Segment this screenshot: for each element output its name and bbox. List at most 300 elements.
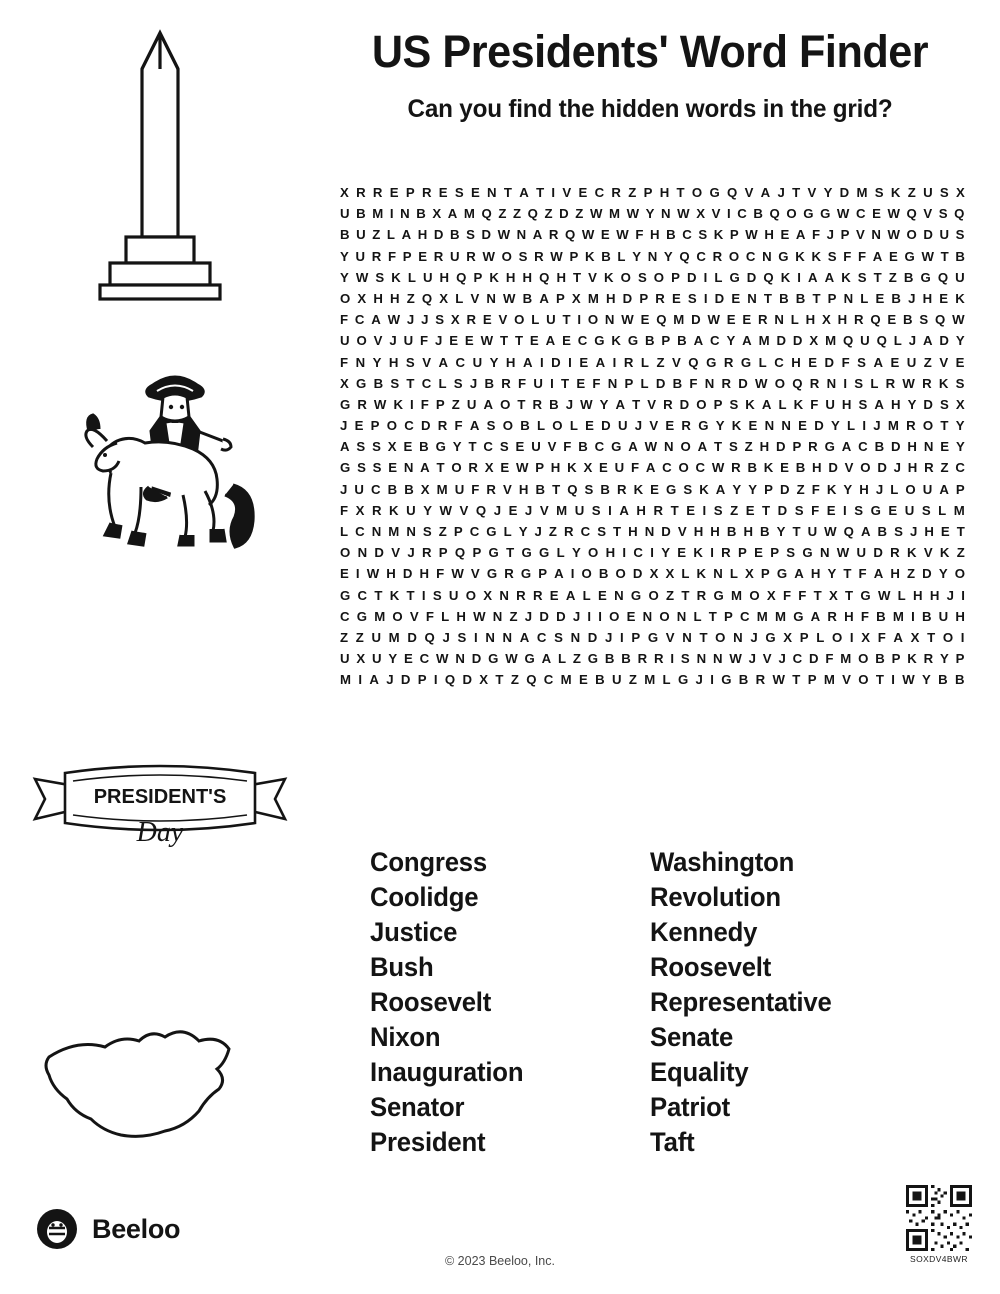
- grid-letter: C: [594, 185, 605, 200]
- grid-letter: G: [647, 629, 659, 645]
- grid-letter: C: [354, 312, 365, 328]
- grid-letter: O: [786, 206, 797, 222]
- grid-letter: G: [706, 354, 717, 370]
- copyright-text: © 2023 Beeloo, Inc.: [445, 1254, 555, 1268]
- grid-row: [340, 521, 965, 542]
- grid-letter: Q: [792, 375, 803, 391]
- grid-letter: J: [748, 651, 756, 667]
- grid-letter: V: [939, 354, 949, 370]
- word-list-item: Kennedy: [650, 917, 758, 947]
- grid-letter: M: [463, 206, 475, 222]
- grid-letter: Y: [372, 354, 382, 370]
- grid-letter: W: [505, 651, 518, 667]
- grid-letter: S: [372, 460, 382, 476]
- grid-letter: J: [826, 227, 834, 243]
- grid-letter: X: [821, 312, 831, 328]
- grid-letter: U: [856, 545, 867, 561]
- grid-letter: A: [369, 672, 379, 688]
- grid-letter: F: [635, 227, 644, 243]
- grid-letter: X: [387, 439, 397, 455]
- grid-letter: N: [487, 185, 497, 200]
- grid-letter: U: [574, 502, 585, 518]
- grid-letter: Z: [744, 439, 753, 455]
- grid-letter: B: [598, 566, 609, 582]
- grid-letter: W: [473, 608, 486, 624]
- grid-letter: H: [373, 290, 383, 306]
- grid-letter: Z: [575, 206, 584, 222]
- grid-letter: K: [584, 248, 595, 264]
- grid-letter: R: [532, 587, 543, 603]
- grid-letter: X: [956, 185, 965, 200]
- grid-letter: L: [556, 545, 565, 561]
- grid-letter: S: [597, 524, 606, 539]
- grid-letter: U: [354, 481, 364, 497]
- grid-letter: R: [421, 185, 432, 200]
- grid-letter: N: [485, 629, 495, 645]
- grid-letter: H: [812, 460, 822, 476]
- grid-row: [340, 352, 965, 373]
- grid-letter: I: [960, 629, 965, 645]
- grid-letter: B: [726, 524, 737, 539]
- banner-text-presidents: PRESIDENT'S: [93, 786, 227, 808]
- word-list-item: Roosevelt: [370, 987, 492, 1017]
- grid-letter: W: [581, 227, 595, 243]
- grid-letter: L: [790, 312, 799, 328]
- grid-letter: R: [923, 651, 934, 667]
- grid-letter: L: [503, 524, 512, 539]
- grid-letter: H: [791, 354, 801, 370]
- grid-letter: M: [758, 333, 770, 349]
- grid-letter: R: [372, 185, 383, 200]
- grid-letter: R: [654, 651, 664, 667]
- grid-letter: P: [370, 418, 380, 434]
- grid-letter: O: [514, 312, 525, 328]
- grid-letter: I: [703, 290, 708, 306]
- grid-letter: Q: [656, 312, 667, 328]
- grid-letter: G: [611, 439, 622, 455]
- grid-letter: U: [449, 248, 460, 264]
- grid-letter: H: [913, 587, 923, 603]
- grid-letter: K: [826, 481, 837, 497]
- grid-letter: R: [721, 375, 732, 391]
- grid-letter: C: [355, 524, 365, 539]
- grid-letter: G: [340, 587, 351, 603]
- grid-letter: W: [373, 396, 387, 412]
- grid-letter: A: [371, 312, 381, 328]
- grid-letter: R: [809, 375, 820, 391]
- grid-letter: S: [858, 396, 868, 412]
- grid-letter: C: [740, 608, 750, 624]
- grid-letter: E: [578, 672, 588, 688]
- grid-letter: B: [955, 248, 965, 264]
- grid-letter: S: [921, 502, 931, 518]
- grid-letter: H: [743, 524, 753, 539]
- grid-letter: D: [828, 460, 838, 476]
- grid-letter: G: [803, 206, 814, 222]
- grid-letter: Q: [454, 545, 466, 561]
- grid-letter: U: [340, 333, 350, 349]
- grid-letter: L: [569, 418, 578, 434]
- grid-letter: U: [406, 502, 416, 518]
- grid-letter: H: [650, 227, 660, 243]
- grid-letter: J: [572, 608, 581, 624]
- grid-letter: Q: [870, 312, 881, 328]
- grid-letter: G: [721, 672, 732, 688]
- grid-row: [340, 203, 965, 224]
- grid-letter: Y: [340, 248, 349, 264]
- grid-letter: V: [498, 312, 508, 328]
- grid-letter: E: [650, 481, 659, 497]
- grid-letter: X: [665, 566, 675, 582]
- grid-letter: W: [902, 375, 915, 391]
- word-list-item: Bush: [370, 952, 434, 982]
- grid-letter: Y: [571, 545, 581, 561]
- grid-letter: B: [595, 672, 605, 688]
- grid-letter: K: [391, 269, 401, 285]
- grid-letter: Z: [923, 354, 932, 370]
- grid-letter: I: [622, 545, 627, 561]
- grid-letter: K: [811, 248, 822, 264]
- grid-letter: U: [922, 481, 933, 497]
- grid-letter: T: [517, 396, 526, 412]
- grid-letter: Q: [526, 672, 537, 688]
- grid-letter: R: [853, 312, 864, 328]
- page-subtitle: Can you find the hidden words in the grid?: [407, 95, 893, 124]
- grid-letter: P: [891, 651, 901, 667]
- grid-letter: A: [872, 248, 883, 264]
- grid-letter: K: [907, 651, 917, 667]
- grid-letter: F: [877, 629, 886, 645]
- grid-letter: Q: [567, 481, 578, 497]
- grid-letter: L: [640, 375, 649, 391]
- grid-letter: T: [632, 396, 641, 412]
- grid-row: [340, 563, 965, 584]
- grid-letter: K: [745, 396, 755, 412]
- grid-letter: F: [425, 608, 434, 624]
- grid-letter: I: [961, 587, 965, 603]
- grid-letter: W: [772, 672, 785, 688]
- word-list-item: Representative: [650, 987, 832, 1017]
- grid-letter: T: [763, 290, 772, 306]
- grid-letter: O: [615, 566, 626, 582]
- grid-letter: C: [695, 460, 706, 476]
- grid-letter: Y: [340, 269, 349, 285]
- grid-letter: V: [672, 354, 681, 370]
- grid-letter: B: [753, 206, 763, 222]
- grid-letter: J: [406, 312, 415, 328]
- grid-letter: Q: [842, 333, 854, 349]
- grid-letter: G: [627, 333, 639, 349]
- grid-letter: S: [919, 312, 929, 328]
- grid-letter: A: [824, 269, 835, 285]
- grid-letter: E: [599, 460, 608, 476]
- grid-letter: K: [890, 185, 901, 200]
- grid-letter: C: [955, 460, 965, 476]
- grid-letter: Y: [823, 185, 833, 200]
- grid-letter: Z: [665, 587, 675, 603]
- grid-letter: E: [500, 460, 510, 476]
- grid-letter: Y: [938, 566, 948, 582]
- grid-letter: J: [909, 524, 918, 539]
- grid-letter: G: [920, 269, 931, 285]
- grid-letter: V: [711, 206, 721, 222]
- grid-letter: Z: [940, 460, 949, 476]
- grid-letter: E: [888, 502, 898, 518]
- grid-letter: X: [340, 375, 349, 391]
- grid-letter: K: [389, 587, 400, 603]
- grid-letter: O: [581, 566, 592, 582]
- grid-letter: X: [809, 333, 819, 349]
- grid-row: [340, 500, 965, 521]
- grid-letter: V: [923, 206, 933, 222]
- grid-letter: D: [776, 439, 786, 455]
- grid-letter: L: [536, 418, 546, 434]
- grid-letter: L: [778, 396, 787, 412]
- grid-letter: T: [514, 333, 524, 349]
- grid-letter: O: [906, 227, 917, 243]
- grid-letter: B: [340, 227, 350, 243]
- grid-letter: X: [828, 587, 838, 603]
- grid-letter: I: [843, 502, 847, 518]
- grid-letter: Z: [451, 396, 460, 412]
- grid-letter: N: [607, 375, 618, 391]
- grid-letter: W: [902, 672, 915, 688]
- grid-letter: P: [538, 566, 547, 582]
- grid-letter: O: [691, 185, 703, 200]
- grid-letter: B: [779, 290, 789, 306]
- grid-letter: D: [792, 333, 803, 349]
- grid-letter: C: [371, 481, 381, 497]
- grid-letter: R: [466, 248, 476, 264]
- grid-letter: W: [677, 206, 690, 222]
- grid-letter: D: [679, 396, 690, 412]
- grid-letter: E: [731, 290, 741, 306]
- word-list-item: Equality: [650, 1057, 749, 1087]
- grid-letter: O: [680, 439, 691, 455]
- grid-letter: G: [435, 439, 446, 455]
- grid-letter: S: [486, 418, 496, 434]
- grid-letter: E: [754, 545, 763, 561]
- grid-letter: H: [841, 396, 852, 412]
- grid-letter: N: [400, 206, 410, 222]
- grid-letter: U: [614, 460, 625, 476]
- grid-letter: H: [505, 269, 516, 285]
- grid-letter: P: [639, 290, 649, 306]
- grid-letter: B: [535, 481, 545, 497]
- grid-letter: G: [765, 629, 776, 645]
- grid-letter: Y: [748, 481, 758, 497]
- grid-row: [340, 669, 965, 690]
- grid-letter: G: [488, 651, 499, 667]
- bee-icon: [36, 1208, 78, 1250]
- grid-letter: O: [620, 269, 631, 285]
- grid-letter: E: [686, 502, 695, 518]
- grid-letter: E: [579, 354, 589, 370]
- grid-letter: U: [938, 608, 949, 624]
- grid-letter: L: [847, 418, 856, 434]
- grid-letter: C: [792, 651, 803, 667]
- grid-letter: D: [420, 418, 431, 434]
- grid-letter: X: [340, 185, 349, 200]
- grid-letter: K: [393, 396, 403, 412]
- grid-letter: W: [482, 248, 495, 264]
- grid-letter: I: [911, 608, 915, 624]
- grid-letter: F: [825, 651, 834, 667]
- grid-letter: N: [357, 545, 368, 561]
- grid-letter: R: [655, 290, 665, 306]
- grid-letter: L: [441, 608, 450, 624]
- grid-letter: Y: [955, 418, 965, 434]
- grid-letter: N: [704, 375, 715, 391]
- grid-letter: P: [671, 269, 680, 285]
- grid-letter: P: [955, 481, 965, 497]
- grid-letter: S: [728, 439, 738, 455]
- grid-letter: R: [731, 460, 741, 476]
- grid-letter: A: [794, 566, 804, 582]
- grid-letter: P: [643, 185, 653, 200]
- grid-letter: U: [611, 672, 622, 688]
- grid-letter: C: [469, 524, 480, 539]
- grid-letter: K: [611, 333, 621, 349]
- grid-letter: E: [640, 312, 650, 328]
- grid-letter: V: [649, 418, 659, 434]
- grid-letter: A: [401, 227, 412, 243]
- grid-letter: R: [356, 185, 366, 200]
- grid-letter: Y: [955, 333, 965, 349]
- grid-letter: R: [808, 439, 818, 455]
- grid-letter: X: [355, 502, 365, 518]
- grid-letter: A: [760, 185, 771, 200]
- grid-letter: M: [823, 672, 835, 688]
- grid-letter: T: [956, 524, 965, 539]
- grid-letter: E: [549, 587, 559, 603]
- grid-letter: V: [409, 608, 419, 624]
- grid-letter: F: [689, 375, 698, 391]
- grid-letter: G: [793, 608, 804, 624]
- grid-letter: Z: [628, 672, 637, 688]
- grid-letter: N: [762, 248, 772, 264]
- grid-letter: S: [435, 312, 445, 328]
- grid-letter: G: [824, 439, 835, 455]
- grid-letter: I: [358, 672, 362, 688]
- grid-letter: B: [875, 651, 885, 667]
- grid-letter: D: [481, 227, 491, 243]
- grid-row: [340, 457, 965, 478]
- grid-letter: S: [894, 524, 903, 539]
- grid-letter: V: [647, 396, 656, 412]
- grid-letter: A: [628, 439, 638, 455]
- grid-letter: X: [357, 290, 367, 306]
- grid-letter: U: [403, 333, 414, 349]
- grid-letter: A: [645, 460, 656, 476]
- grid-letter: I: [710, 672, 714, 688]
- grid-letter: G: [776, 566, 788, 582]
- grid-letter: Y: [830, 418, 840, 434]
- grid-letter: E: [826, 502, 836, 518]
- grid-letter: V: [539, 502, 549, 518]
- grid-letter: K: [780, 269, 791, 285]
- grid-letter: D: [587, 629, 598, 645]
- grid-letter: G: [356, 375, 367, 391]
- grid-letter: H: [929, 587, 940, 603]
- grid-letter: N: [486, 290, 496, 306]
- grid-letter: O: [340, 545, 351, 561]
- grid-letter: C: [682, 227, 692, 243]
- grid-letter: X: [745, 566, 754, 582]
- grid-letter: T: [573, 269, 582, 285]
- grid-letter: R: [564, 524, 574, 539]
- grid-letter: Y: [663, 248, 673, 264]
- grid-letter: I: [702, 502, 707, 518]
- grid-letter: F: [858, 248, 867, 264]
- grid-letter: Z: [730, 502, 739, 518]
- grid-letter: H: [390, 290, 400, 306]
- grid-letter: P: [738, 545, 747, 561]
- grid-letter: R: [371, 502, 382, 518]
- word-list-item: Nixon: [370, 1022, 441, 1052]
- grid-letter: G: [677, 672, 689, 688]
- grid-letter: A: [483, 396, 493, 412]
- grid-letter: C: [855, 206, 866, 222]
- grid-letter: J: [893, 460, 901, 476]
- grid-letter: H: [522, 269, 533, 285]
- grid-letter: W: [366, 566, 380, 582]
- grid-letter: F: [471, 481, 480, 497]
- grid-letter: I: [612, 354, 617, 370]
- grid-letter: Y: [732, 481, 742, 497]
- grid-letter: T: [845, 587, 854, 603]
- grid-letter: W: [439, 502, 452, 518]
- grid-letter: E: [598, 587, 607, 603]
- grid-letter: N: [923, 439, 934, 455]
- grid-letter: B: [600, 481, 610, 497]
- grid-letter: P: [631, 629, 641, 645]
- grid-letter: J: [605, 629, 613, 645]
- grid-letter: U: [531, 439, 541, 455]
- grid-letter: Q: [456, 269, 467, 285]
- grid-letter: D: [777, 502, 788, 518]
- grid-letter: T: [499, 333, 509, 349]
- grid-letter: E: [940, 439, 950, 455]
- grid-letter: I: [620, 629, 624, 645]
- grid-letter: D: [433, 227, 444, 243]
- grid-letter: I: [539, 354, 544, 370]
- grid-letter: X: [955, 396, 965, 412]
- grid-letter: D: [922, 566, 932, 582]
- grid-letter: O: [831, 629, 843, 645]
- grid-letter: N: [696, 651, 707, 667]
- grid-letter: O: [465, 587, 476, 603]
- grid-letter: A: [742, 333, 752, 349]
- grid-letter: O: [858, 672, 869, 688]
- grid-letter: C: [404, 418, 414, 434]
- grid-letter: H: [955, 608, 965, 624]
- grid-letter: S: [938, 206, 948, 222]
- grid-row: [340, 224, 965, 245]
- grid-letter: L: [714, 269, 723, 285]
- grid-letter: E: [872, 206, 881, 222]
- grid-letter: U: [340, 651, 350, 667]
- grid-letter: E: [354, 418, 364, 434]
- grid-letter: K: [567, 460, 577, 476]
- grid-letter: E: [890, 354, 900, 370]
- grid-letter: Y: [922, 672, 931, 688]
- grid-letter: F: [798, 587, 807, 603]
- grid-letter: J: [908, 333, 917, 349]
- grid-letter: E: [798, 418, 807, 434]
- grid-letter: C: [357, 587, 368, 603]
- grid-letter: M: [731, 587, 743, 603]
